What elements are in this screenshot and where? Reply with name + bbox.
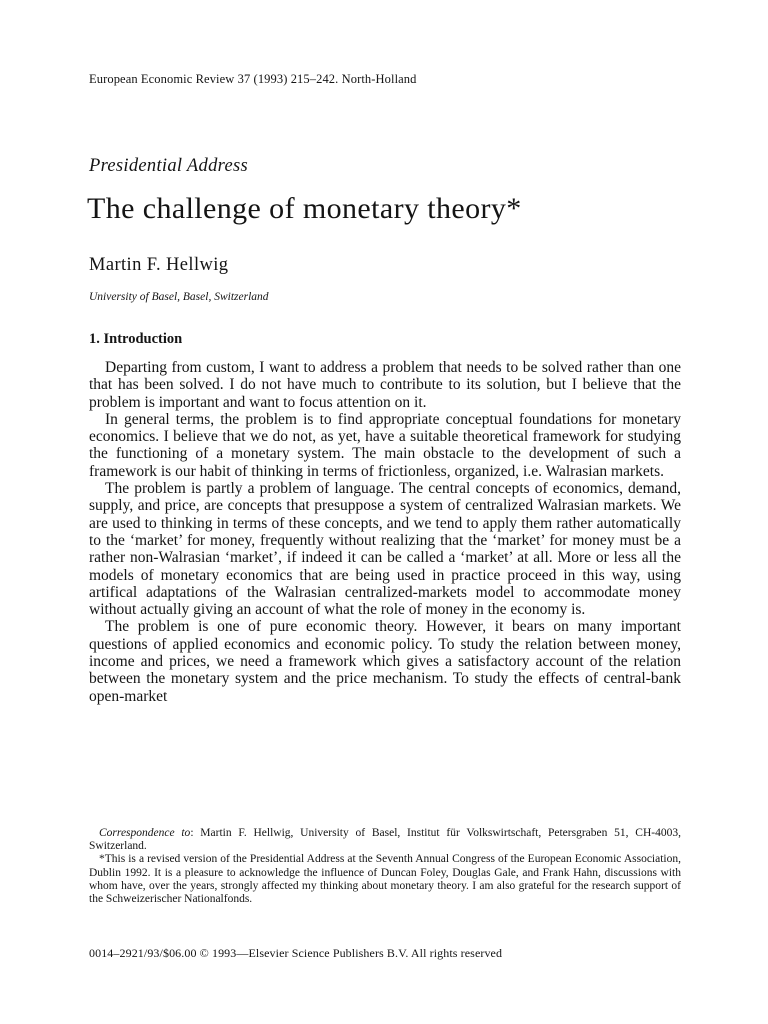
paragraph: Departing from custom, I want to address a problem that needs to be solved rather than one that has been solved. I do not have much to contribute to its solution, but I believe that the problem is important and want to focus attention on it. <box>89 359 681 411</box>
body-text <box>89 359 681 705</box>
correspondence-label: Correspondence to <box>99 827 191 839</box>
journal-citation: European Economic Review 37 (1993) 215–242. North-Holland <box>89 72 417 86</box>
paragraph: In general terms, the problem is to find appropriate conceptual foundations for monetary economics. I believe that we do not, as yet, have a suitable theoretical framework for studying the functioning of a monetary system. The main obstacle to the development of such a framework is our habit of thinking in terms of frictionless, organized, i.e. Walrasian markets. <box>89 410 681 480</box>
footnotes <box>89 827 681 906</box>
star-footnote: *This is a revised version of the Presidential Address at the Seventh Annual Congress of the European Economic Association, Dublin 1992. It is a pleasure to acknowledge the influence of Duncan Foley, Douglas Gale, and Frank Hahn, discussions with whom have, over the years, strongly affected my thinking about monetary theory. I am also grateful for the research support of the Schweizerischer Nationalfonds. <box>89 853 681 906</box>
author-affiliation: University of Basel, Basel, Switzerland <box>89 291 269 303</box>
section-heading: 1. Introduction <box>89 331 183 347</box>
article-title: The challenge of monetary theory* <box>87 192 522 225</box>
paragraph: The problem is one of pure economic theory. However, it bears on many important questions of applied economics and economic policy. To study the relation between money, income and prices, we need a framework which gives a satisfactory account of the relation between the monetary system and the price mechanism. To study the effects of central-bank open-market <box>89 618 681 705</box>
correspondence-note <box>89 827 681 853</box>
section-label: Presidential Address <box>89 156 248 176</box>
correspondence-text: : Martin F. Hellwig, University of Basel, Institut für Volkswirtschaft, Petersgraben 51, CH-4003, Switzerland. <box>89 827 681 853</box>
paragraph: The problem is partly a problem of language. The central concepts of economics, demand, supply, and price, are concepts that presuppose a system of centralized Walrasian markets. We are used to thinking in terms of these concepts, and we tend to apply them rather automatically to the ‘market’ for money, frequently without realizing that the ‘market’ for money must be a rather non-Walrasian ‘market’, if indeed it can be called a ‘market’ at all. More or less all the models of monetary economics that are being used in practice proceed in this way, using artifical adaptations of the Walrasian centralized-markets model to accommodate money without actually giving an account of what the role of money in the economy is. <box>89 480 681 619</box>
copyright-line: 0014–2921/93/$06.00 © 1993—Elsevier Science Publishers B.V. All rights reserved <box>89 946 503 960</box>
author-name: Martin F. Hellwig <box>89 255 229 275</box>
